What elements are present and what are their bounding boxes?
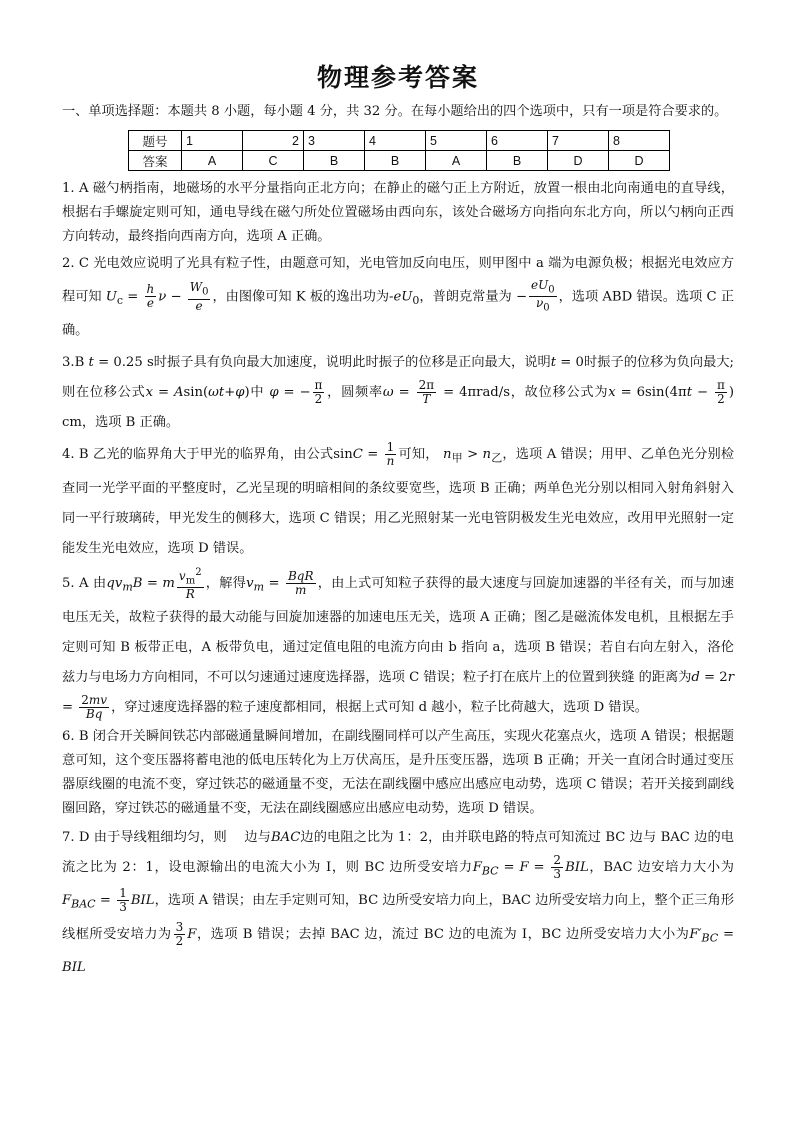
table-row-answers: [129, 151, 670, 171]
table-cell: 5: [426, 131, 487, 151]
table-header: 题号: [129, 131, 182, 151]
answer-table: [128, 130, 670, 171]
table-cell: B: [487, 151, 548, 171]
answer-q5: 5. A 由$qv_mB = m$ $\frac{v_m^2}{R}$ ，解得$v_m$ = $\frac{\text{BqR}}{m}$ ，由上式可知粒子获得的最大速度与回旋加速器的半径有关，而与加速电压无关，故粒子获得的最大动能与回旋加速器的加速电压无关，选项 A 正确；图乙是磁流体发电机，且根据左手定则可知 B 板带正电，A 板带负电，通过定值电阻的电流方向由 b 指向 a，选项 B 错误；若自右向左射入，洛伦兹力与电场力方向相同，不可以匀速通过速度选择器，选项 C 错误；粒子打在底片上的位置到狭缝 的距离为d = 2r = $\frac{2mv}{Bq}$ ，穿过速度选择器的粒子速度都相同，根据上式可知 d 越小，粒子比荷越大，选项 D 错误。: [62, 566, 735, 721]
table-cell: 1: [182, 131, 243, 151]
table-cell: B: [304, 151, 365, 171]
section-heading: 一、单项选择题：本题共 8 小题，每小题 4 分，共 32 分。在每小题给出的四个选项中，只有一项是符合要求的。: [62, 104, 728, 119]
table-cell: C: [243, 151, 304, 171]
table-row-numbers: [129, 131, 670, 151]
table-cell: 8: [609, 131, 670, 151]
table-header: 答案: [129, 151, 182, 171]
table-cell: 2: [243, 131, 304, 151]
table-cell: A: [182, 151, 243, 171]
answer-q3: 3.B t = 0.25 s时振子具有负向最大加速度，说明此时振子的位移是正向最大，说明t = 0时振子的位移为负向最大;则在位移公式x = Asin(ωt+φ)中 φ = − $\frac{\pi}{2}$ ，圆频率ω = $\frac{2\pi}{T}$ = 4πrad/s，故位移公式为x = 6sin(4πt − $\frac{\pi}{2}$ ) cm，选项 B 正确。: [62, 355, 735, 431]
answer-page: [62, 58, 734, 983]
table-cell: D: [609, 151, 670, 171]
table-cell: B: [365, 151, 426, 171]
answer-q4: 4. B 乙光的临界角大于甲光的临界角，由公式sinC = $\frac{1}{n}$ 可知， $n_甲 > n_乙$，选项 A 错误；用甲、乙单色光分别检查同一光学平面的平整度时，乙光呈现的明暗相间的条纹要宽些，选项 B 正确；两单色光分别以相同入射角斜射入同一平行玻璃砖，甲光发生的侧移大，选项 C 错误；用乙光照射某一光电管阴极发生光电效应，改用甲光照射一定能发生光电效应，选项 D 错误。: [62, 440, 735, 556]
table-cell: D: [548, 151, 609, 171]
table-cell: 6: [487, 131, 548, 151]
answer-q7: 7. D 由于导线粗细均匀，则 边与BAC边的电阻之比为 1：2，由并联电路的特点可知流过 BC 边与 BAC 边的电流之比为 2：1，设电源输出的电流大小为 I，则 BC 边所受安培力$F_{BC} = F$ = $\frac{2}{3}$ BIL，BAC 边安培力大小为$F_{BAC}$ = $\frac{1}{3}$ BIL，选项 A 错误；由左手定则可知，BC 边所受安培力向上，BAC 边所受安培力向上，整个正三角形线框所受安培力为 $\frac{3}{2}$ F，选项 B 错误；去掉 BAC 边，流过 BC 边的电流为 I，BC 边所受安培力大小为$F'_{BC}$ = BIL: [62, 829, 735, 976]
table-cell: 3: [304, 131, 365, 151]
table-cell: A: [426, 151, 487, 171]
answer-q2: 2. C 光电效应说明了光具有粒子性，由题意可知，光电管加反向电压，则甲图中 a 端为电源负极；根据光电效应方程可知 $U_c$ = $\frac{h}{e}$ ν − $\frac{W_0}{e}$ ，由图像可知 K 板的逸出功为$-eU_0$，普朗克常量为 − $\frac{eU_0}{\nu_0}$ ，选项 ABD 错误。选项 C 正确。: [62, 256, 735, 339]
answer-q6: 6. B 闭合开关瞬间铁芯内部磁通量瞬间增加，在副线圈同样可以产生高压，实现火花塞点火，选项 A 错误；根据题意可知，这个变压器将蓄电池的低电压转化为上万伏高压，是升压变压器，选项 B 正确；开关一直闭合时通过变压器原线圈的电流不变，穿过铁芯的磁通量不变，无法在副线圈中感应出感应电动势，选项 C 错误；若开关接到副线圈回路，穿过铁芯的磁通量不变，无法在副线圈感应出感应电动势，选项 D 错误。: [62, 728, 734, 816]
table-cell: 4: [365, 131, 426, 151]
answer-q1: 1. A 磁勺柄指南，地磁场的水平分量指向正北方向；在静止的磁勺正上方附近，放置一根由北向南通电的直导线，根据右手螺旋定则可知，通电导线在磁勺所处位置磁场由西向东，该处合磁场方向指向东北方向，所以勺柄向正西方向转动，最终指向西南方向，选项 A 正确。: [62, 181, 734, 244]
page-title: 物理参考答案: [316, 63, 479, 92]
table-cell: 7: [548, 131, 609, 151]
